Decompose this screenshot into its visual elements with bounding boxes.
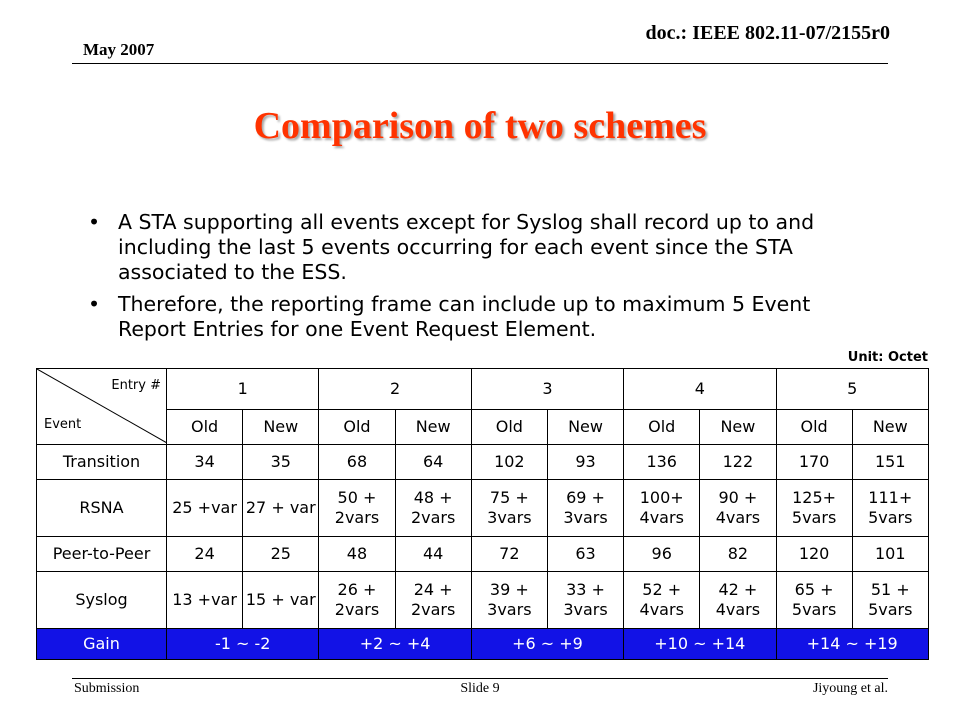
subheader-cell: New [852, 410, 928, 445]
bullet-item [88, 210, 878, 285]
value-cell: 26 + 2vars [319, 572, 395, 629]
value-cell: 39 + 3vars [471, 572, 547, 629]
gain-value-cell: -1 ~ -2 [167, 629, 319, 660]
value-cell: 35 [243, 445, 319, 480]
subheader-cell: New [547, 410, 623, 445]
table-subheader-row [37, 410, 929, 445]
header-date: May 2007 [83, 40, 155, 59]
value-cell: 48 + 2vars [395, 480, 471, 537]
event-cell: Transition [37, 445, 167, 480]
table-row [37, 445, 929, 480]
subheader-cell: New [243, 410, 319, 445]
value-cell: 15 + var [243, 572, 319, 629]
gain-label-cell: Gain [37, 629, 167, 660]
value-cell: 34 [167, 445, 243, 480]
value-cell: 27 + var [243, 480, 319, 537]
value-cell: 120 [776, 537, 852, 572]
value-cell: 52 + 4vars [624, 572, 700, 629]
value-cell: 33 + 3vars [547, 572, 623, 629]
comparison-table [36, 368, 929, 660]
table-row [37, 480, 929, 537]
value-cell: 24 [167, 537, 243, 572]
value-cell: 100+ 4vars [624, 480, 700, 537]
table-header-row [37, 369, 929, 410]
value-cell: 50 + 2vars [319, 480, 395, 537]
header-rule [72, 63, 888, 64]
entry-header: 2 [319, 369, 471, 410]
value-cell: 170 [776, 445, 852, 480]
value-cell: 93 [547, 445, 623, 480]
event-cell: Peer-to-Peer [37, 537, 167, 572]
value-cell: 25 [243, 537, 319, 572]
table-row [37, 572, 929, 629]
corner-label-event: Event [44, 417, 82, 432]
bullet-list [88, 210, 878, 349]
footer-authors: Jiyoung et al. [812, 681, 888, 696]
value-cell: 75 + 3vars [471, 480, 547, 537]
subheader-cell: Old [624, 410, 700, 445]
value-cell: 101 [852, 537, 928, 572]
unit-label: Unit: Octet [847, 350, 928, 365]
bullet-text: A STA supporting all events except for Syslog shall record up to and including the last 5 events occurring for each event since the STA associated to the ESS. [118, 210, 815, 284]
subheader-cell: Old [167, 410, 243, 445]
value-cell: 48 [319, 537, 395, 572]
footer-rule [72, 678, 888, 679]
value-cell: 122 [700, 445, 776, 480]
gain-value-cell: +10 ~ +14 [624, 629, 776, 660]
value-cell: 136 [624, 445, 700, 480]
value-cell: 111+ 5vars [852, 480, 928, 537]
gain-row [37, 629, 929, 660]
table-row [37, 537, 929, 572]
bullet-text: Therefore, the reporting frame can include up to maximum 5 Event Report Entries for one Event Request Element. [118, 292, 811, 341]
subheader-cell: Old [776, 410, 852, 445]
value-cell: 125+ 5vars [776, 480, 852, 537]
value-cell: 44 [395, 537, 471, 572]
corner-label-entry: Entry # [111, 378, 161, 393]
value-cell: 65 + 5vars [776, 572, 852, 629]
value-cell: 42 + 4vars [700, 572, 776, 629]
table-corner-cell [37, 369, 167, 445]
value-cell: 25 +var [167, 480, 243, 537]
entry-header: 5 [776, 369, 928, 410]
subheader-cell: New [700, 410, 776, 445]
event-cell: Syslog [37, 572, 167, 629]
value-cell: 68 [319, 445, 395, 480]
subheader-cell: Old [471, 410, 547, 445]
value-cell: 24 + 2vars [395, 572, 471, 629]
slide-title: Comparison of two schemes [253, 105, 707, 147]
gain-value-cell: +2 ~ +4 [319, 629, 471, 660]
footer-slide-number: Slide 9 [460, 681, 500, 696]
bullet-icon: • [88, 210, 101, 234]
header-doc-id: doc.: IEEE 802.11-07/2155r0 [645, 22, 890, 44]
bullet-item [88, 292, 878, 342]
bullet-icon: • [88, 292, 101, 316]
gain-value-cell: +14 ~ +19 [776, 629, 928, 660]
value-cell: 69 + 3vars [547, 480, 623, 537]
value-cell: 63 [547, 537, 623, 572]
value-cell: 72 [471, 537, 547, 572]
entry-header: 3 [471, 369, 623, 410]
value-cell: 151 [852, 445, 928, 480]
footer-submission: Submission [74, 681, 140, 696]
value-cell: 51 + 5vars [852, 572, 928, 629]
value-cell: 90 + 4vars [700, 480, 776, 537]
value-cell: 64 [395, 445, 471, 480]
value-cell: 13 +var [167, 572, 243, 629]
gain-value-cell: +6 ~ +9 [471, 629, 623, 660]
entry-header: 1 [167, 369, 319, 410]
subheader-cell: New [395, 410, 471, 445]
entry-header: 4 [624, 369, 776, 410]
value-cell: 82 [700, 537, 776, 572]
event-cell: RSNA [37, 480, 167, 537]
value-cell: 102 [471, 445, 547, 480]
subheader-cell: Old [319, 410, 395, 445]
value-cell: 96 [624, 537, 700, 572]
